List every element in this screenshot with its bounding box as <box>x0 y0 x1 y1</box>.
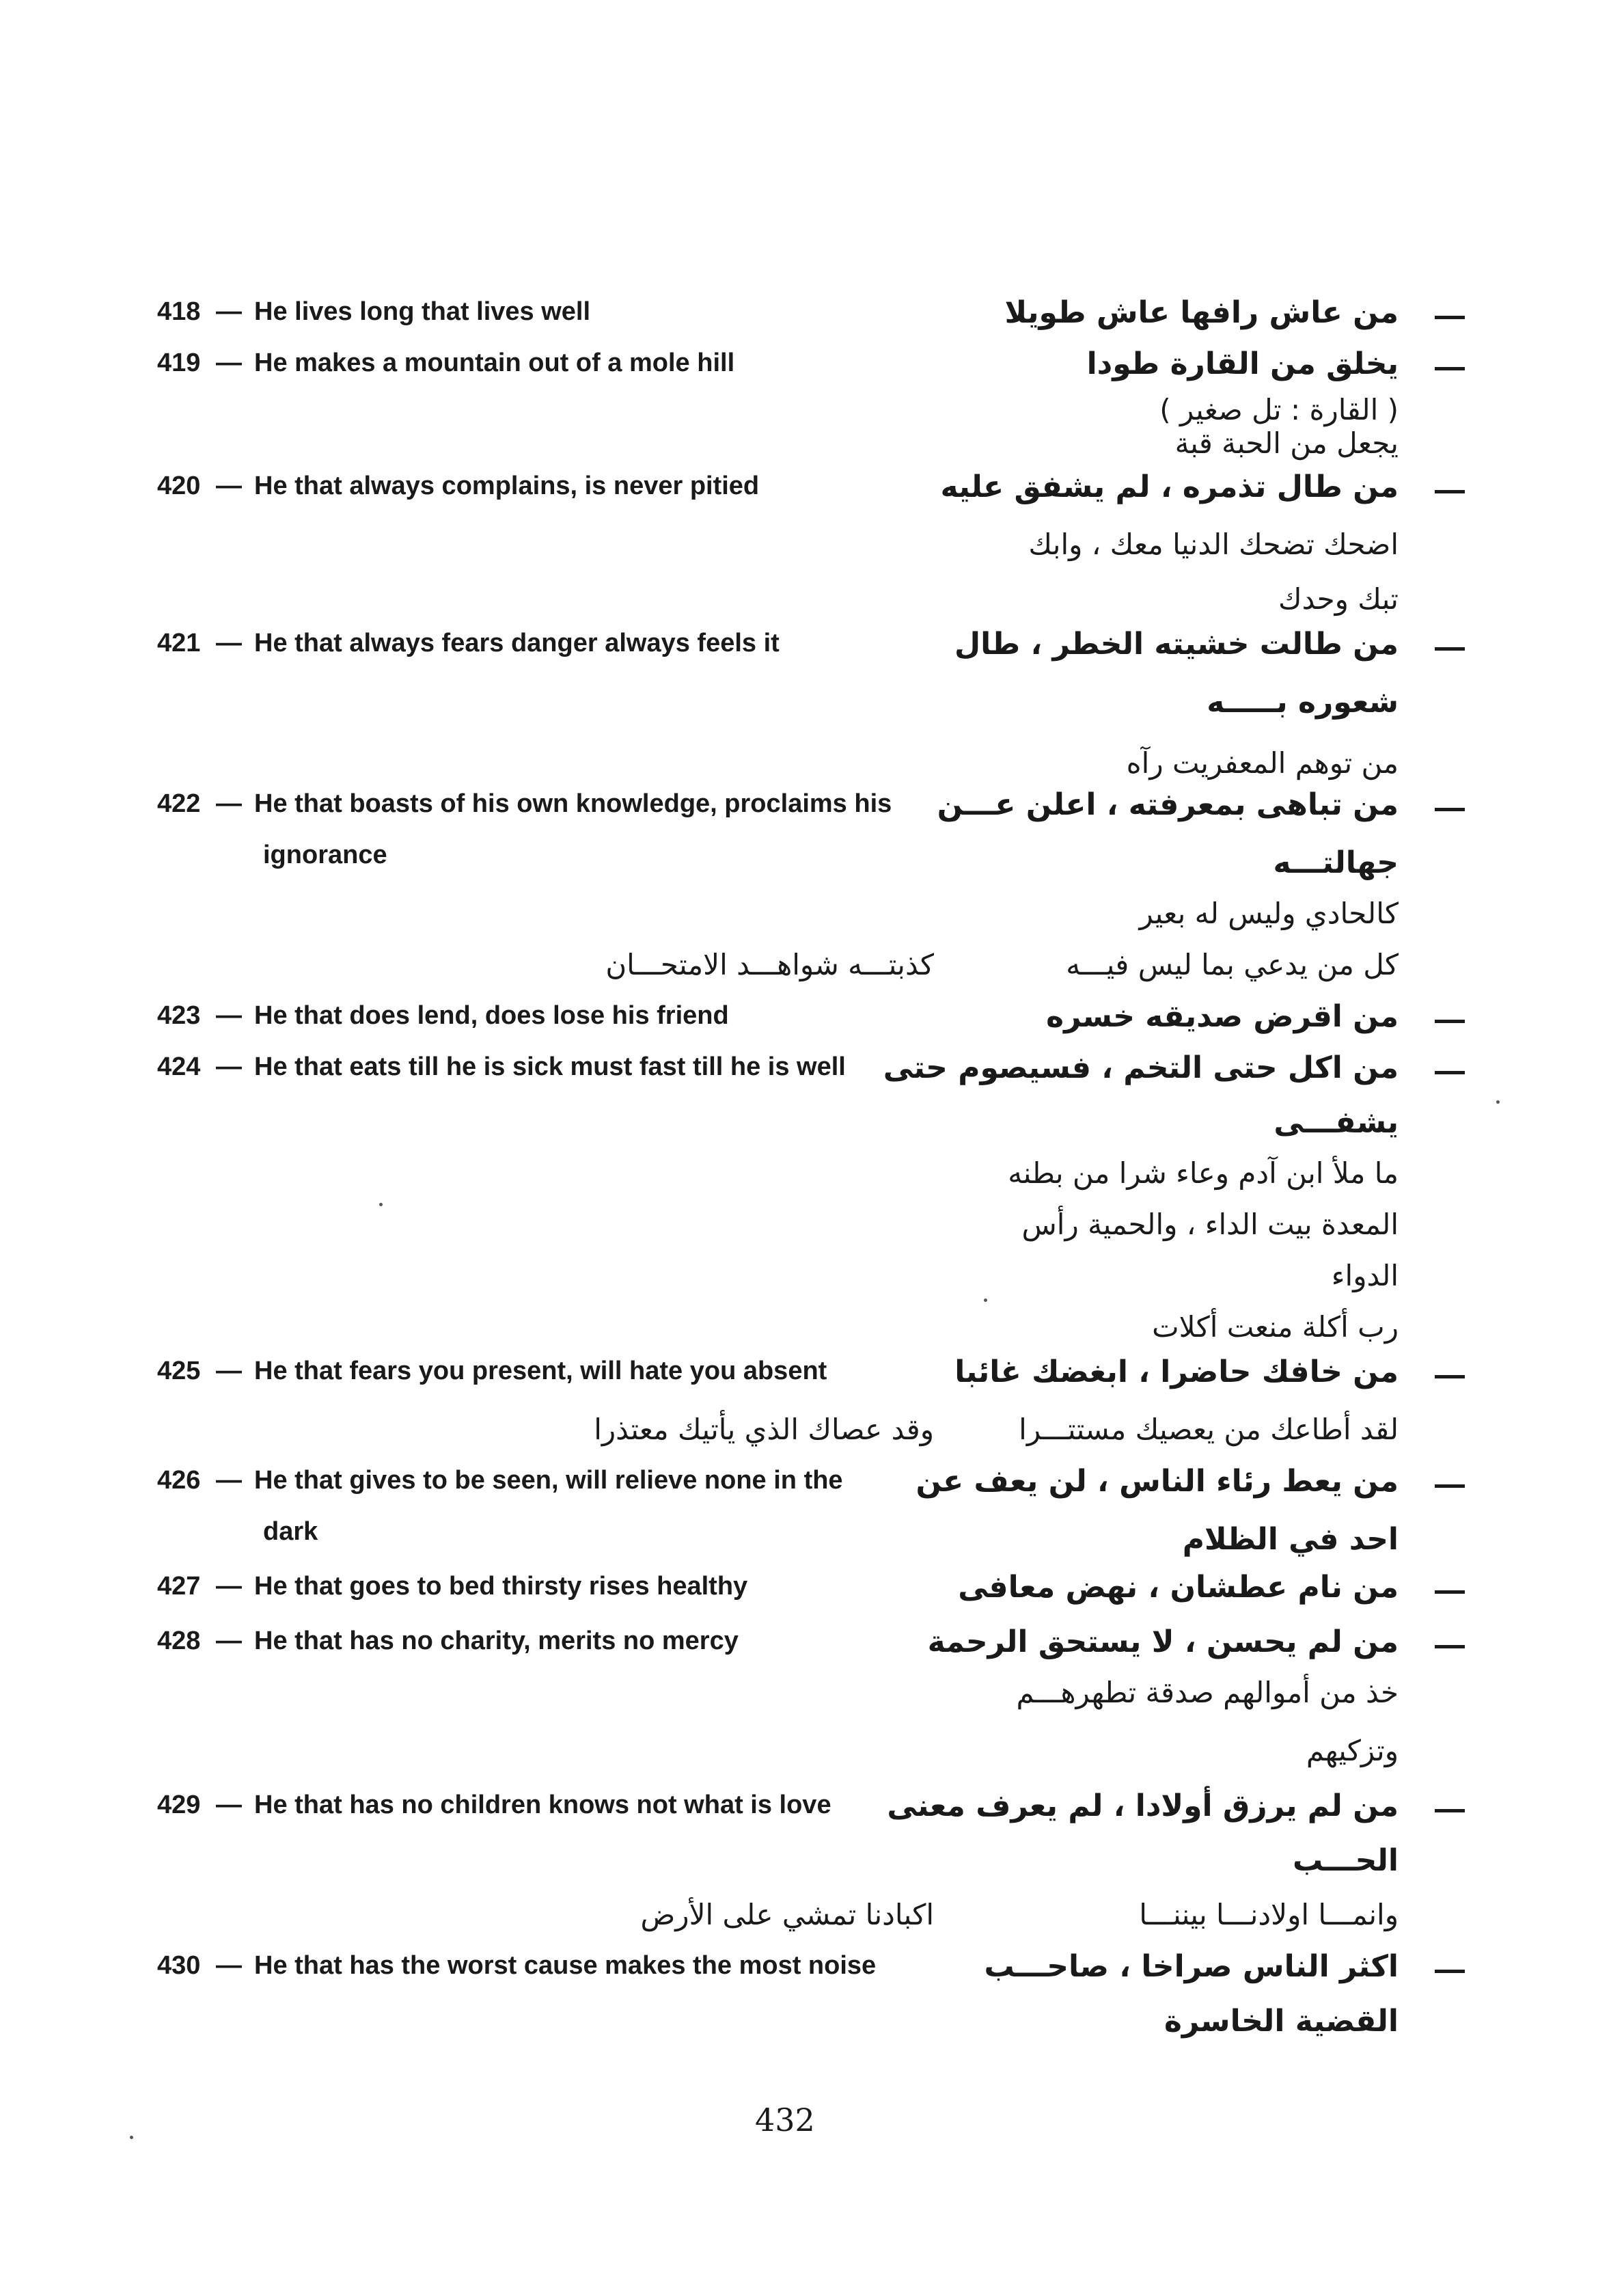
arabic-note: كل من يدعي بما ليس فيـــه <box>1066 948 1399 981</box>
arabic-proverb: الحـــب <box>1292 1843 1399 1878</box>
english-proverb <box>157 472 759 501</box>
entry-number: 420 <box>157 472 201 500</box>
speck <box>130 2136 133 2139</box>
entry-number: 427 <box>157 1572 201 1601</box>
arabic-note: لقد أطاعك من يعصيك مستتـــرا <box>1019 1413 1399 1446</box>
arabic-verse-left: وقد عصاك الذي يأتيك معتذرا <box>594 1413 934 1446</box>
entry-dash: — <box>216 1572 242 1601</box>
english-continuation: ignorance <box>263 841 387 869</box>
entry-number: 423 <box>157 1001 201 1030</box>
arabic-note: وتزكيهم <box>1306 1734 1399 1767</box>
entry-number: 421 <box>157 629 201 657</box>
arabic-proverb: من نام عطشان ، نهض معافى <box>958 1570 1399 1605</box>
entry-number: 430 <box>157 1951 201 1980</box>
arabic-proverb: من عاش رافها عاش طويلا <box>1004 295 1399 330</box>
english-proverb <box>157 1467 843 1495</box>
arabic-note: الدواء <box>1331 1259 1399 1292</box>
arabic-note: ( القارة : تل صغير ) <box>1159 393 1399 426</box>
entry-marker-dash <box>1435 647 1465 651</box>
english-proverb <box>157 1357 827 1386</box>
arabic-note: ما ملأ ابن آدم وعاء شرا من بطنه <box>1008 1156 1399 1190</box>
english-proverb <box>157 790 892 819</box>
english-proverb <box>157 629 780 658</box>
entry-marker-dash <box>1435 316 1465 319</box>
entry-marker-dash <box>1435 1071 1465 1074</box>
arabic-proverb: اكثر الناس صراخا ، صاحـــب <box>984 1949 1399 1984</box>
english-text: He that boasts of his own knowledge, proclaims his <box>254 789 892 818</box>
english-text: He that has the worst cause makes the most noise <box>254 1951 877 1980</box>
page-number: 432 <box>755 2102 815 2138</box>
entry-marker-dash <box>1435 1970 1465 1973</box>
english-proverb <box>157 1002 729 1031</box>
arabic-note: تبك وحدك <box>1278 582 1399 616</box>
english-proverb <box>157 1791 831 1820</box>
arabic-note: كالحادي وليس له بعير <box>1139 897 1399 930</box>
english-continuation: dark <box>263 1517 318 1546</box>
english-text: He that gives to be seen, will relieve none in the <box>254 1466 843 1495</box>
english-proverb <box>157 1952 876 1981</box>
arabic-proverb: يشفـــى <box>1274 1105 1399 1140</box>
english-text: He makes a mountain out of a mole hill <box>254 349 735 377</box>
english-text: He that always complains, is never pitied <box>254 472 760 500</box>
entry-marker-dash <box>1435 1645 1465 1648</box>
entry-dash: — <box>216 297 242 326</box>
entry-number: 428 <box>157 1627 201 1655</box>
arabic-note: اضحك تضحك الدنيا معك ، وابك <box>1028 528 1399 561</box>
entry-dash: — <box>216 1357 242 1385</box>
entry-marker-dash <box>1435 1020 1465 1023</box>
arabic-proverb: من لم يرزق أولادا ، لم يعرف معنى <box>887 1789 1399 1823</box>
arabic-proverb: من طال تذمره ، لم يشفق عليه <box>940 470 1399 504</box>
arabic-note: المعدة بيت الداء ، والحمية رأس <box>1021 1208 1399 1241</box>
entry-marker-dash <box>1435 808 1465 811</box>
arabic-proverb: من لم يحسن ، لا يستحق الرحمة <box>927 1624 1399 1659</box>
english-text: He that has no children knows not what is love <box>254 1791 831 1819</box>
arabic-note: من توهم المعفريت رآه <box>1126 746 1399 780</box>
english-text: He that does lend, does lose his friend <box>254 1001 729 1030</box>
entry-dash: — <box>216 349 242 377</box>
arabic-proverb: يخلق من القارة طودا <box>1086 346 1399 381</box>
arabic-proverb: من تباهى بمعرفته ، اعلن عـــن <box>937 787 1399 822</box>
entry-number: 425 <box>157 1357 201 1385</box>
arabic-note: يجعل من الحبة قبة <box>1174 426 1399 460</box>
arabic-proverb: احد في الظلام <box>1182 1522 1399 1557</box>
entry-dash: — <box>216 1466 242 1495</box>
entry-number: 426 <box>157 1466 201 1495</box>
english-text: He lives long that lives well <box>254 297 591 326</box>
arabic-proverb: من اقرض صديقه خسره <box>1046 999 1399 1034</box>
arabic-proverb: القضية الخاسرة <box>1164 2004 1399 2039</box>
entry-dash: — <box>216 472 242 500</box>
entry-dash: — <box>216 789 242 818</box>
entry-number: 422 <box>157 789 201 818</box>
arabic-note: وانمـــا اولادنـــا بيننـــا <box>1139 1898 1399 1931</box>
entry-number: 418 <box>157 297 201 326</box>
arabic-verse-left: كذبتـــه شواهـــد الامتحـــان <box>605 948 934 981</box>
entry-number: 424 <box>157 1052 201 1081</box>
entry-marker-dash <box>1435 1590 1465 1594</box>
entry-number: 429 <box>157 1791 201 1819</box>
english-text: He that goes to bed thirsty rises healthy <box>254 1572 748 1601</box>
english-text: He that always fears danger always feels it <box>254 629 780 657</box>
arabic-proverb: من اكل حتى التخم ، فسيصوم حتى <box>883 1050 1399 1085</box>
entry-dash: — <box>216 1001 242 1030</box>
entry-dash: — <box>216 1791 242 1819</box>
english-text: He that eats till he is sick must fast till he is well <box>254 1052 846 1081</box>
entry-dash: — <box>216 1627 242 1655</box>
entry-marker-dash <box>1435 1484 1465 1488</box>
english-proverb <box>157 1627 739 1656</box>
entry-number: 419 <box>157 349 201 377</box>
speck <box>379 1203 383 1206</box>
arabic-proverb: جهالتـــه <box>1273 845 1399 880</box>
arabic-proverb: شعوره بـــــه <box>1207 685 1399 720</box>
entry-marker-dash <box>1435 490 1465 493</box>
arabic-note: رب أكلة منعت أكلات <box>1152 1310 1399 1344</box>
arabic-note: خذ من أموالهم صدقة تطهرهـــم <box>1016 1676 1399 1709</box>
arabic-verse-left: اكبادنا تمشي على الأرض <box>640 1898 934 1931</box>
english-proverb <box>157 298 590 327</box>
english-text: He that has no charity, merits no mercy <box>254 1627 739 1655</box>
speck <box>1496 1100 1500 1104</box>
speck <box>984 1299 987 1302</box>
arabic-proverb: من طالت خشيته الخطر ، طال <box>954 627 1399 662</box>
entry-dash: — <box>216 1951 242 1980</box>
entry-dash: — <box>216 629 242 657</box>
entry-marker-dash <box>1435 1809 1465 1812</box>
arabic-proverb: من خافك حاضرا ، ابغضك غائبا <box>954 1355 1399 1389</box>
entry-dash: — <box>216 1052 242 1081</box>
entry-marker-dash <box>1435 1375 1465 1378</box>
english-proverb <box>157 349 734 378</box>
entry-marker-dash <box>1435 367 1465 370</box>
english-proverb <box>157 1573 747 1601</box>
english-proverb <box>157 1053 846 1082</box>
arabic-proverb: من يعط رئاء الناس ، لن يعف عن <box>916 1464 1399 1499</box>
english-text: He that fears you present, will hate you absent <box>254 1357 827 1385</box>
